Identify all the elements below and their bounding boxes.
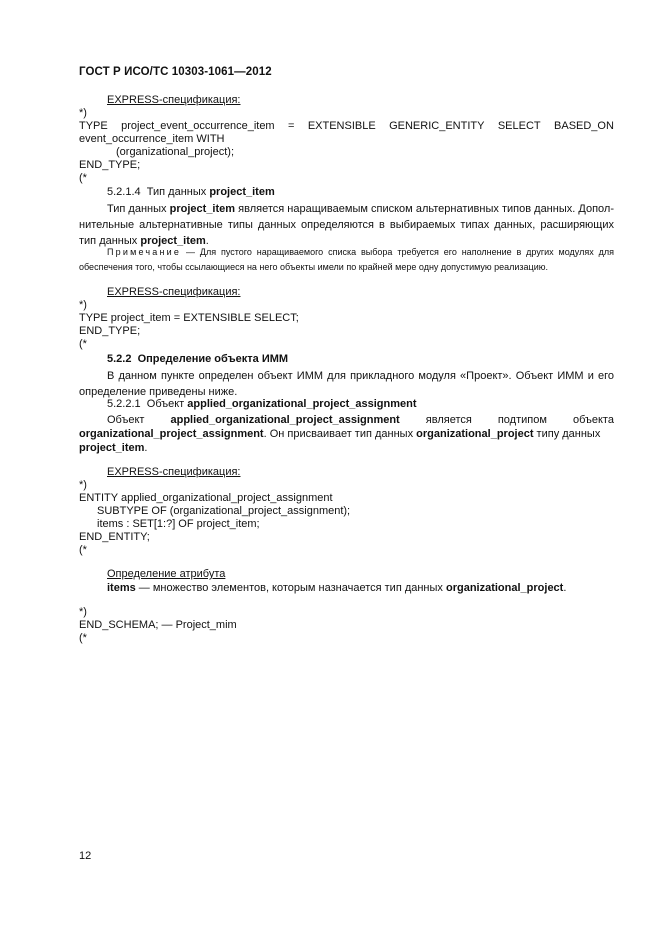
- word: applied_organizational_project_assignment: [170, 414, 400, 426]
- code-word: TYPE: [79, 120, 108, 132]
- code-line: END_TYPE;: [79, 325, 141, 337]
- code-word: SELECT: [497, 120, 541, 132]
- section-heading-5-2-1-4: [107, 186, 275, 199]
- word: Объект: [107, 414, 145, 426]
- section-number: 5.2.2: [107, 353, 132, 365]
- comment-open: (*: [79, 172, 87, 184]
- page-number: 12: [79, 850, 92, 862]
- code-word: EXTENSIBLE: [307, 120, 376, 132]
- note-label: Примечание: [107, 247, 182, 257]
- paragraph: В данном пункте определен объект ИММ для прикладного модуля «Проект». Объект ИММ и его определение приведены ниже.: [79, 370, 614, 398]
- code-line: (organizational_project);: [116, 146, 235, 158]
- paragraph-line: [107, 414, 614, 427]
- code-line: TYPE project_item = EXTENSIBLE SELECT;: [79, 312, 299, 324]
- comment-close: *): [79, 299, 87, 311]
- express-spec-label: EXPRESS-спецификация:: [107, 286, 241, 298]
- paragraph: Тип данных project_item является наращиваемым списком альтернативных типов данных. Допол- нительные альтернативные типы данных определяются в выбираемых типах данных, расширяющих тип данных project_item.: [79, 203, 615, 247]
- code-line: SUBTYPE OF (organizational_project_assignment);: [97, 505, 351, 517]
- code-word: project_event_occurrence_item: [121, 120, 275, 132]
- section-title-prefix: Тип данных: [146, 186, 210, 198]
- code-line: END_SCHEMA; — Project_mim: [79, 619, 237, 631]
- comment-open: (*: [79, 544, 87, 556]
- attribute-name: items: [107, 582, 136, 594]
- code-line: items : SET[1:?] OF project_item;: [97, 518, 260, 530]
- word: объекта: [572, 414, 614, 426]
- paragraph-line: organizational_project_assignment. Он присваивает тип данных organizational_project типу данных: [79, 428, 601, 440]
- word: подтипом: [497, 414, 547, 426]
- attribute-definition: items — множество элементов, которым назначается тип данных organizational_project.: [107, 582, 567, 594]
- section-heading-5-2-2: [107, 353, 288, 366]
- comment-open: (*: [79, 632, 87, 644]
- section-number: 5.2.2.1: [107, 398, 141, 410]
- comment-close: *): [79, 606, 87, 618]
- express-spec-label: EXPRESS-спецификация:: [107, 466, 241, 478]
- type-declaration-line: [79, 120, 614, 133]
- section-title-bold: project_item: [209, 186, 275, 198]
- comment-open: (*: [79, 338, 87, 350]
- code-line: END_ENTITY;: [79, 531, 150, 543]
- code-word: =: [288, 120, 295, 132]
- section-title-bold: applied_organizational_project_assignment: [187, 398, 417, 410]
- code-line: event_occurrence_item WITH: [79, 133, 225, 145]
- page-header: ГОСТ Р ИСО/ТС 10303-1061—2012: [79, 66, 272, 78]
- word: является: [425, 414, 472, 426]
- section-heading-5-2-2-1: [107, 398, 417, 411]
- code-word: BASED_ON: [554, 120, 614, 132]
- attribute-definition-label: Определение атрибута: [107, 568, 226, 580]
- section-title: Определение объекта ИММ: [137, 353, 289, 365]
- code-line: END_TYPE;: [79, 159, 141, 171]
- section-number: 5.2.1.4: [107, 186, 141, 198]
- paragraph-line: project_item.: [79, 442, 148, 454]
- section-title-prefix: Объект: [146, 398, 188, 410]
- comment-close: *): [79, 479, 87, 491]
- express-spec-label: EXPRESS-спецификация:: [107, 94, 241, 106]
- comment-close: *): [79, 107, 87, 119]
- note: [79, 245, 614, 275]
- code-word: GENERIC_ENTITY: [389, 120, 485, 132]
- note-text: — Для пустого наращиваемого списка выбора требуется его наполнение в других модулях для обеспечения того, чтобы ссылающиеся на него объекты имели по крайней мере одну допустимую реализацию.: [79, 247, 614, 272]
- code-line: ENTITY applied_organizational_project_assignment: [79, 492, 333, 504]
